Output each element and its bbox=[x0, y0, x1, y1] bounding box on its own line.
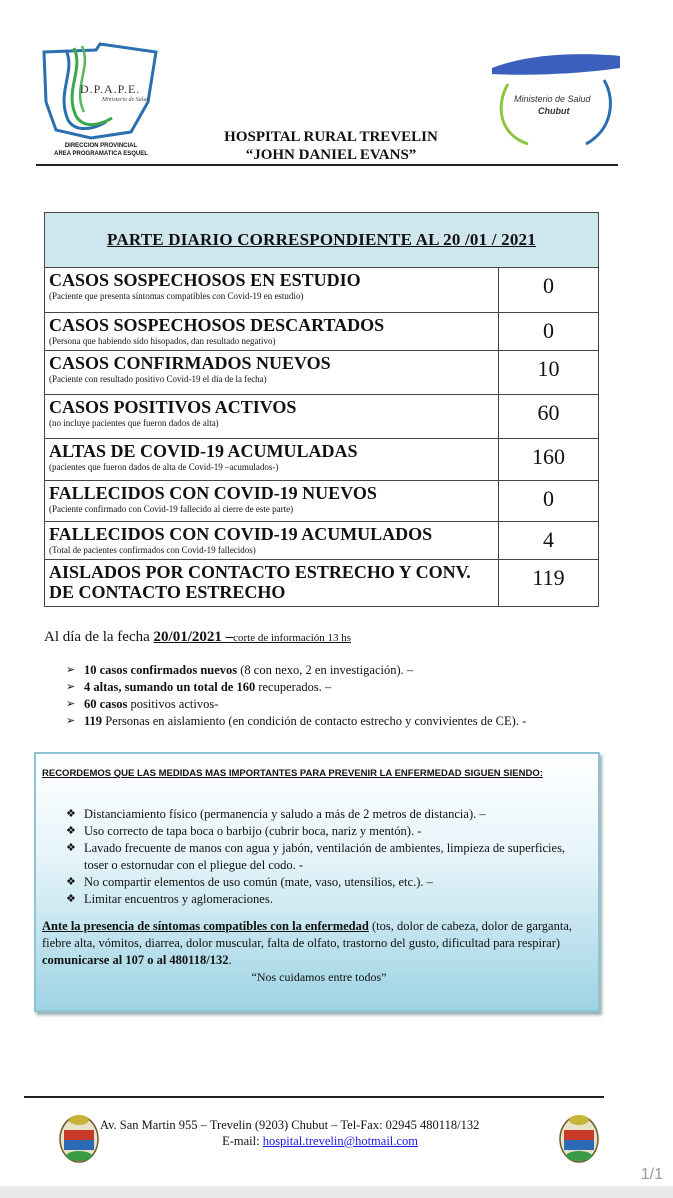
table-row bbox=[45, 268, 598, 313]
hospital-name: HOSPITAL RURAL TREVELIN bbox=[224, 129, 438, 145]
province-seal-icon bbox=[558, 1112, 600, 1164]
row-value: 60 bbox=[537, 400, 560, 425]
row-value: 10 bbox=[537, 356, 560, 381]
footer-divider bbox=[24, 1096, 604, 1098]
footer-email-link[interactable]: hospital.trevelin@hotmail.com bbox=[262, 1134, 418, 1148]
row-note: (Paciente confirmado con Covid-19 fallecido al cierre de este parte) bbox=[49, 504, 294, 514]
row-value: 119 bbox=[532, 565, 565, 590]
ministerio-line1: Ministerio de Salud bbox=[514, 94, 591, 104]
summary-item-text: recuperados. – bbox=[255, 680, 332, 694]
summary-item-text: Personas en aislamiento (en condición de contacto estrecho y convivientes de CE). - bbox=[102, 714, 527, 728]
hospital-subname: “JOHN DANIEL EVANS” bbox=[245, 147, 417, 163]
diamond-bullet-icon: ❖ bbox=[66, 808, 76, 820]
summary-item bbox=[66, 679, 626, 696]
dpape-subtitle: Ministerio de Salud bbox=[102, 97, 150, 103]
row-label-cell bbox=[45, 395, 499, 438]
page-indicator: 1/1 bbox=[640, 1166, 663, 1183]
row-label-cell bbox=[45, 268, 499, 312]
diamond-bullet-icon: ❖ bbox=[66, 842, 76, 854]
prevention-item bbox=[66, 806, 591, 823]
table-title: PARTE DIARIO CORRESPONDIENTE AL 20 /01 / 2021 bbox=[107, 230, 536, 249]
prevention-item-text: Lavado frecuente de manos con agua y jabón, ventilación de ambientes, limpieza de superficies, toser o estornudar con el pliegue del codo. - bbox=[84, 841, 566, 872]
row-label: FALLECIDOS CON COVID-19 ACUMULADOS bbox=[49, 524, 433, 544]
table-row bbox=[45, 560, 598, 606]
daily-report-table bbox=[44, 212, 599, 607]
table-row bbox=[45, 395, 598, 439]
summary-item bbox=[66, 696, 626, 713]
summary-item bbox=[66, 662, 626, 679]
table-header bbox=[45, 213, 598, 268]
date-line bbox=[44, 629, 351, 646]
row-value: 4 bbox=[543, 527, 554, 552]
row-label-cell bbox=[45, 481, 499, 521]
symptoms-end: . bbox=[228, 953, 232, 967]
row-label-cell bbox=[45, 439, 499, 480]
prevention-item-text: No compartir elementos de uso común (mate, vaso, utensilios, etc.). – bbox=[84, 875, 433, 889]
header-divider bbox=[36, 164, 618, 166]
row-value: 160 bbox=[532, 444, 565, 469]
prevention-item bbox=[66, 891, 591, 908]
prevention-item-text: Uso correcto de tapa boca o barbijo (cubrir boca, nariz y mentón). - bbox=[84, 824, 422, 838]
prevention-title: RECORDEMOS QUE LAS MEDIDAS MAS IMPORTANTES PARA PREVENIR LA ENFERMEDAD SIGUEN SIENDO: bbox=[42, 768, 543, 779]
row-value: 0 bbox=[543, 318, 554, 343]
date-value: 20/01/2021 – bbox=[153, 629, 234, 645]
table-row bbox=[45, 351, 598, 395]
row-label-cell bbox=[45, 313, 499, 350]
row-label-cell bbox=[45, 351, 499, 394]
table-row bbox=[45, 522, 598, 560]
summary-item-text: positivos activos- bbox=[127, 697, 219, 711]
summary-item-bold: 10 casos confirmados nuevos bbox=[84, 663, 238, 677]
row-label: FALLECIDOS CON COVID-19 NUEVOS bbox=[49, 483, 377, 503]
dpape-acronym: D.P.A.P.E. bbox=[80, 82, 141, 96]
summary-item-bold: 60 casos bbox=[84, 697, 128, 711]
row-label: CASOS CONFIRMADOS NUEVOS bbox=[49, 353, 331, 373]
symptoms-call: comunicarse al 107 o al 480118/132 bbox=[42, 953, 229, 967]
prevention-item-text: Limitar encuentros y aglomeraciones. bbox=[84, 892, 273, 906]
viewer-bottom-bar bbox=[0, 1186, 673, 1198]
footer-email-label: E-mail: bbox=[222, 1134, 263, 1148]
row-label-cell bbox=[45, 522, 499, 559]
row-label-cell bbox=[45, 560, 499, 606]
diamond-bullet-icon: ❖ bbox=[66, 876, 76, 888]
table-row bbox=[45, 439, 598, 481]
row-label: CASOS SOSPECHOSOS DESCARTADOS bbox=[49, 315, 385, 335]
symptoms-paragraph bbox=[42, 918, 594, 969]
prevention-list bbox=[66, 806, 591, 908]
row-label: CASOS SOSPECHOSOS EN ESTUDIO bbox=[49, 270, 361, 290]
ministerio-salud-logo bbox=[488, 44, 622, 154]
slogan-quote: “Nos cuidamos entre todos” bbox=[251, 970, 387, 984]
row-value: 0 bbox=[543, 273, 554, 298]
summary-item-bold: 119 bbox=[84, 714, 103, 728]
summary-item bbox=[66, 713, 626, 730]
hospital-title bbox=[196, 128, 466, 164]
symptoms-list: (tos, dolor de cabeza, dolor de garganta, fiebre alta, vómitos, diarrea, dolor muscular, falta de olfato, trastorno del gusto, dificultad para respirar) bbox=[42, 919, 573, 950]
summary-item-text: (8 con nexo, 2 en investigación). – bbox=[237, 663, 414, 677]
prevention-info-box bbox=[34, 752, 600, 1012]
date-prefix: Al día de la fecha bbox=[44, 629, 154, 645]
footer-address: Av. San Martin 955 – Trevelin (9203) Chubut – Tel-Fax: 02945 480118/132 bbox=[100, 1118, 480, 1132]
dpape-logo bbox=[36, 42, 166, 164]
diamond-bullet-icon: ❖ bbox=[66, 893, 76, 905]
row-value: 0 bbox=[543, 486, 554, 511]
summary-list bbox=[66, 662, 626, 730]
cutoff-note: corte de información 13 hs bbox=[233, 632, 352, 644]
row-label: AISLADOS POR CONTACTO ESTRECHO Y CONV. DE CONTACTO ESTRECHO bbox=[49, 562, 471, 602]
dpape-caption bbox=[36, 142, 166, 158]
diamond-bullet-icon: ❖ bbox=[66, 825, 76, 837]
table-row bbox=[45, 481, 598, 522]
table-body bbox=[45, 268, 598, 606]
row-label: ALTAS DE COVID-19 ACUMULADAS bbox=[49, 441, 358, 461]
row-note: (Paciente que presenta síntomas compatibles con Covid-19 en estudio) bbox=[49, 291, 304, 301]
prevention-item bbox=[66, 823, 591, 840]
summary-item-bold: 4 altas, sumando un total de 160 bbox=[84, 680, 256, 694]
row-note: (pacientes que fueron dados de alta de Covid-19 –acumulados-) bbox=[49, 462, 279, 472]
prevention-item bbox=[66, 874, 591, 891]
symptoms-lead: Ante la presencia de síntomas compatibles con la enfermedad bbox=[42, 919, 369, 933]
row-label: CASOS POSITIVOS ACTIVOS bbox=[49, 397, 297, 417]
row-note: (Total de pacientes confirmados con Covid-19 fallecidos) bbox=[49, 545, 256, 555]
dpape-caption-line1: DIRECCION PROVINCIAL bbox=[64, 143, 138, 149]
prevention-item bbox=[66, 840, 591, 874]
row-note: (Paciente con resultado positivo Covid-19 el día de la fecha) bbox=[49, 374, 267, 384]
table-row bbox=[45, 313, 598, 351]
row-note: (Persona que habiendo sido hisopados, dan resultado negativo) bbox=[49, 336, 276, 346]
footer-email-line bbox=[100, 1134, 540, 1149]
ministerio-line2: Chubut bbox=[538, 106, 570, 116]
dpape-caption-line2: AREA PROGRAMATICA ESQUEL bbox=[54, 151, 148, 157]
row-note: (no incluye pacientes que fueron dados de alta) bbox=[49, 418, 219, 428]
province-seal-icon bbox=[58, 1112, 100, 1164]
prevention-item-text: Distanciamiento físico (permanencia y saludo a más de 2 metros de distancia). – bbox=[84, 807, 486, 821]
